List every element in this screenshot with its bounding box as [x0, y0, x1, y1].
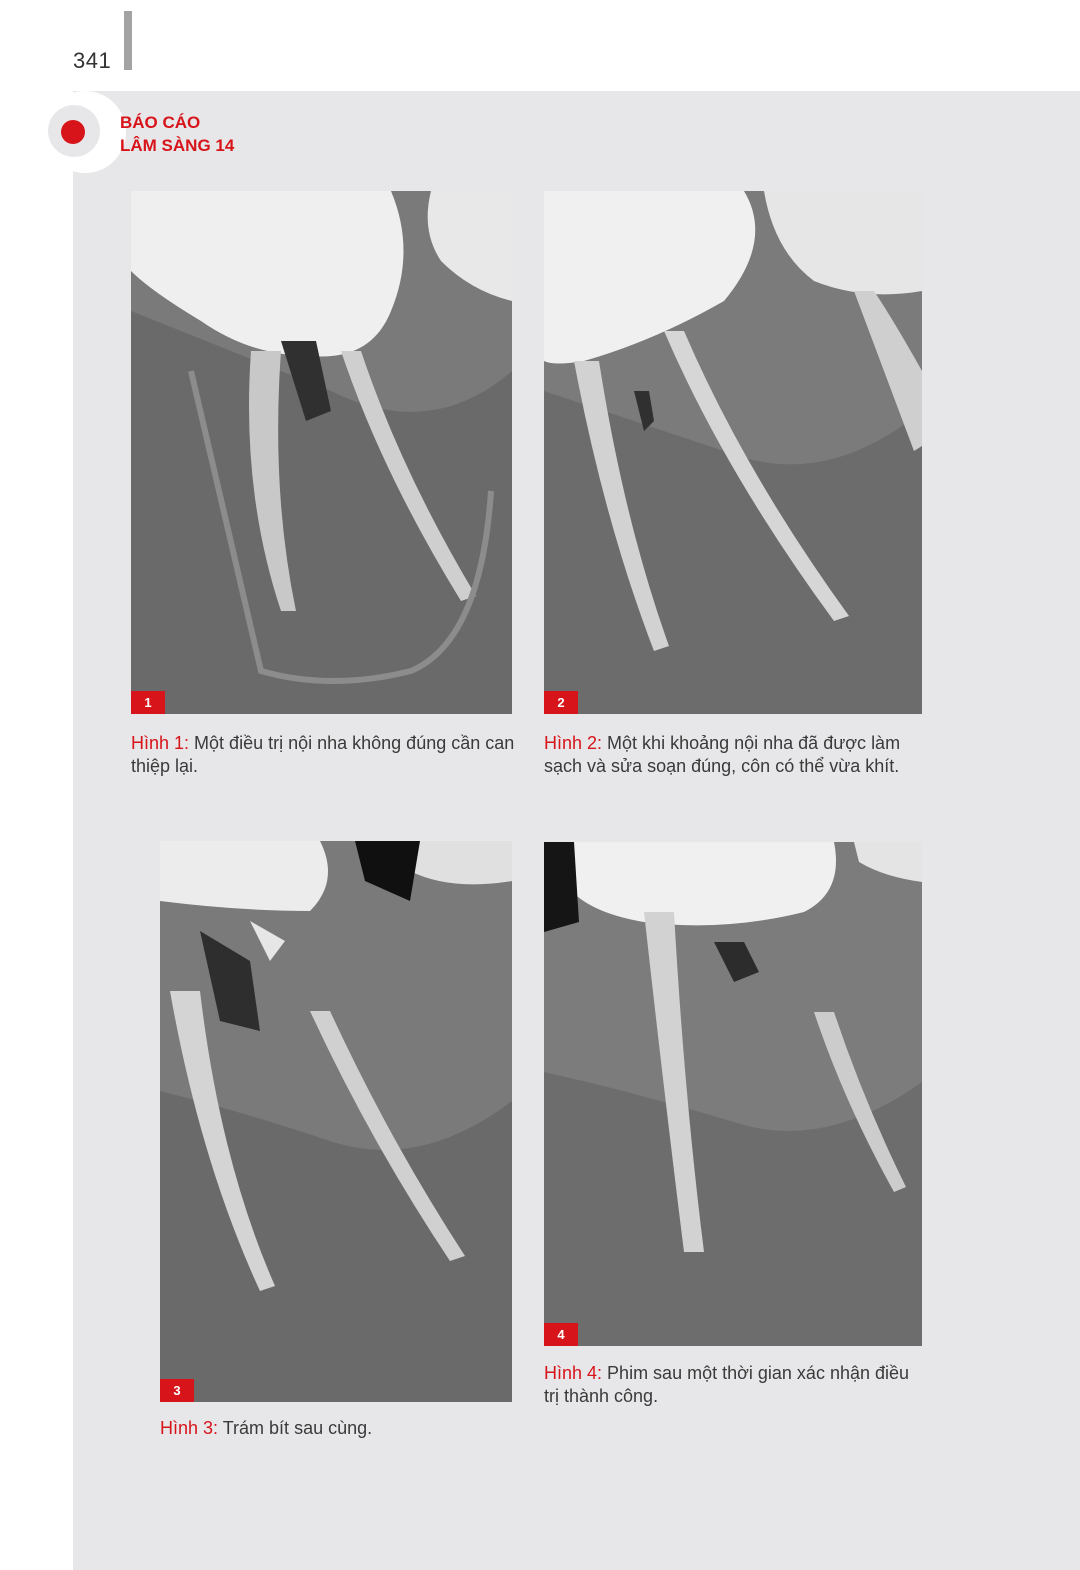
figure-badge-3: 3 — [160, 1379, 194, 1402]
section-marker-dot — [61, 120, 85, 144]
section-title-line2: LÂM SÀNG 14 — [120, 136, 235, 155]
caption-figure-4 — [544, 1362, 929, 1408]
caption-figure-3 — [160, 1417, 545, 1440]
radiograph-image-1 — [131, 191, 512, 714]
radiograph-image-2 — [544, 191, 922, 714]
caption-figure-2 — [544, 732, 929, 778]
figure-badge-2: 2 — [544, 691, 578, 714]
radiograph-figure-2 — [544, 191, 922, 714]
figure-badge-1: 1 — [131, 691, 165, 714]
section-title — [120, 111, 234, 157]
caption-label-1: Hình 1: — [131, 733, 190, 753]
caption-text-3: Trám bít sau cùng. — [218, 1418, 373, 1438]
caption-text-2: Một khi khoảng nội nha đã được làm sạch và sửa soạn đúng, côn có thể vừa khít. — [544, 733, 901, 776]
figure-badge-4: 4 — [544, 1323, 578, 1346]
caption-text-1: Một điều trị nội nha không đúng cần can thiệp lại. — [131, 733, 515, 776]
caption-label-2: Hình 2: — [544, 733, 603, 753]
caption-label-3: Hình 3: — [160, 1418, 219, 1438]
radiograph-figure-4 — [544, 842, 922, 1346]
page-number: 341 — [73, 48, 112, 73]
header-divider — [124, 11, 132, 70]
radiograph-image-4 — [544, 842, 922, 1346]
caption-label-4: Hình 4: — [544, 1363, 603, 1383]
radiograph-figure-1 — [131, 191, 512, 714]
caption-figure-1 — [131, 732, 516, 778]
radiograph-figure-3 — [160, 841, 512, 1402]
caption-text-4: Phim sau một thời gian xác nhận điều trị thành công. — [544, 1363, 910, 1406]
section-title-line1: BÁO CÁO — [120, 113, 201, 132]
radiograph-image-3 — [160, 841, 512, 1402]
